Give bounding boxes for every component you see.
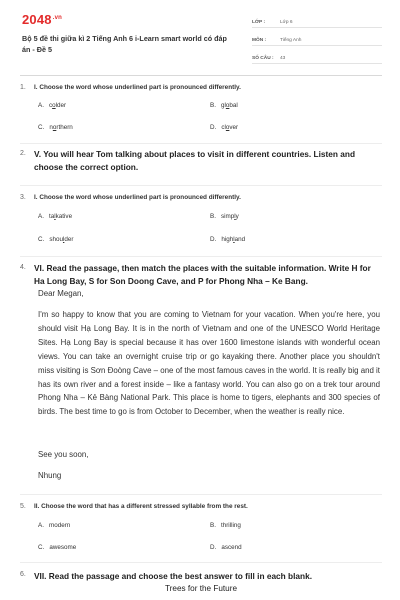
- option-letter: C.: [38, 236, 45, 243]
- option-text: ver: [229, 124, 239, 131]
- option-text: der: [64, 236, 74, 243]
- underlined-part: l: [54, 213, 56, 220]
- site-logo[interactable]: [22, 12, 62, 27]
- option-letter: C.: [38, 544, 45, 551]
- meta-row-class: [252, 14, 382, 28]
- document-header: [20, 0, 382, 76]
- option-c[interactable]: [38, 124, 73, 131]
- passage-title: Trees for the Future: [164, 584, 238, 593]
- meta-label: SỐ CÂU :: [252, 56, 274, 61]
- option-text: shou: [49, 236, 63, 243]
- option-a[interactable]: [38, 102, 66, 109]
- meta-value: Lớp 6: [280, 20, 293, 25]
- option-letter: D.: [210, 544, 217, 551]
- option-text: cl: [221, 124, 226, 131]
- underlined-part: l: [234, 213, 236, 220]
- question-number: 5.: [20, 503, 26, 510]
- option-d[interactable]: [210, 236, 245, 243]
- underlined-part: o: [225, 102, 230, 109]
- option-text: y: [235, 213, 239, 220]
- option-text: n: [49, 124, 53, 131]
- logo-tld: .vn: [52, 14, 63, 21]
- option-b[interactable]: [210, 213, 239, 220]
- divider: [20, 256, 382, 257]
- meta-label: MÔN :: [252, 38, 267, 43]
- meta-label: LỚP :: [252, 20, 266, 25]
- option-text: lder: [55, 102, 67, 109]
- exam-meta: [252, 14, 382, 68]
- option-text: thrilling: [220, 522, 241, 529]
- option-text: c: [48, 102, 53, 109]
- option-letter: A.: [38, 522, 44, 529]
- option-d[interactable]: [210, 124, 238, 131]
- option-text: simp: [220, 213, 235, 220]
- question-number: 3.: [20, 194, 26, 201]
- option-text: kative: [55, 213, 73, 220]
- question-number: 4.: [20, 264, 26, 271]
- option-a[interactable]: [38, 522, 70, 529]
- question-text: V. You will hear Tom talking about places to visit in different countries. Listen and choose the correct option.: [34, 149, 356, 172]
- letter-greeting: Dear Megan,: [38, 289, 84, 298]
- option-text: awesome: [49, 544, 77, 551]
- option-d[interactable]: [210, 544, 242, 551]
- option-text: ascend: [221, 544, 242, 551]
- divider: [20, 143, 382, 144]
- letter-closing: See you soon,: [38, 450, 89, 459]
- meta-value: Tiếng Anh: [280, 38, 302, 43]
- divider: [20, 562, 382, 563]
- underlined-part: l: [62, 236, 65, 243]
- question-number: 6.: [20, 571, 26, 578]
- question-text: VII. Read the passage and choose the best answer to fill in each blank.: [34, 571, 313, 581]
- question-text: II. Choose the word that has a different stressed syllable from the rest.: [34, 503, 248, 510]
- question-text: I. Choose the word whose underlined part is pronounced differently.: [34, 84, 241, 91]
- option-c[interactable]: [38, 544, 76, 551]
- option-letter: A.: [38, 102, 44, 109]
- option-letter: B.: [210, 522, 216, 529]
- option-letter: A.: [38, 213, 44, 220]
- divider: [20, 494, 382, 495]
- letter-body: I'm so happy to know that you are coming to Vietnam for your vacation. When you're here, you should visit Hạ Long Bay. It is in the north of Vietnam and one of the UNESCO World Heritage Sites. Hạ Long Bay is special because it has over 1600 limestone islands with wonderful ocean views. You can take an overnight cruise trip or go kayaking there. Another place you shouldn't miss visiting is Sơn Đoòng Cave – one of the most famous caves in the world. It is really big and it has its own river and a forest inside – like a fantasy world. You can also go on a trek tour around Phong Nha – Kẻ Bàng National Park. This place is home to tigers, elephants and 300 species of birds. The best time to go is from October to December, when the weather is really nice.: [38, 310, 380, 417]
- question-text: VI. Read the passage, then match the places with the suitable information. Write H for Ha Long Bay, S for Son Doong Cave, and P for Phong Nha – Ke Bang.: [34, 263, 371, 286]
- option-text: modern: [48, 522, 71, 529]
- option-letter: D.: [210, 236, 217, 243]
- letter-signature: Nhung: [38, 471, 62, 480]
- option-text: rthern: [56, 124, 73, 131]
- divider: [20, 185, 382, 186]
- underlined-part: o: [52, 102, 56, 109]
- question-text: I. Choose the word whose underlined part is pronounced differently.: [34, 194, 241, 201]
- meta-row-subject: [252, 32, 382, 46]
- question-number: 2.: [20, 150, 26, 157]
- option-text: gl: [220, 102, 226, 109]
- document-title: Bộ 5 đề thi giữa kì 2 Tiếng Anh 6 i-Learn smart world có đáp án - Đề 5: [22, 34, 227, 54]
- underlined-part: l: [233, 236, 235, 243]
- option-b[interactable]: [210, 522, 241, 529]
- option-letter: B.: [210, 102, 216, 109]
- underlined-part: o: [225, 124, 230, 131]
- meta-value: 43: [280, 56, 286, 61]
- option-letter: C.: [38, 124, 45, 131]
- option-text: ta: [48, 213, 55, 220]
- option-letter: D.: [210, 124, 217, 131]
- option-text: and: [234, 236, 246, 243]
- option-letter: B.: [210, 213, 216, 220]
- option-a[interactable]: [38, 213, 72, 220]
- option-text: high: [221, 236, 234, 243]
- option-text: bal: [229, 102, 238, 109]
- option-b[interactable]: [210, 102, 238, 109]
- question-number: 1.: [20, 84, 26, 91]
- option-c[interactable]: [38, 236, 73, 243]
- logo-text: 2048: [22, 12, 52, 27]
- underlined-part: o: [52, 124, 57, 131]
- meta-row-question-count: [252, 50, 382, 64]
